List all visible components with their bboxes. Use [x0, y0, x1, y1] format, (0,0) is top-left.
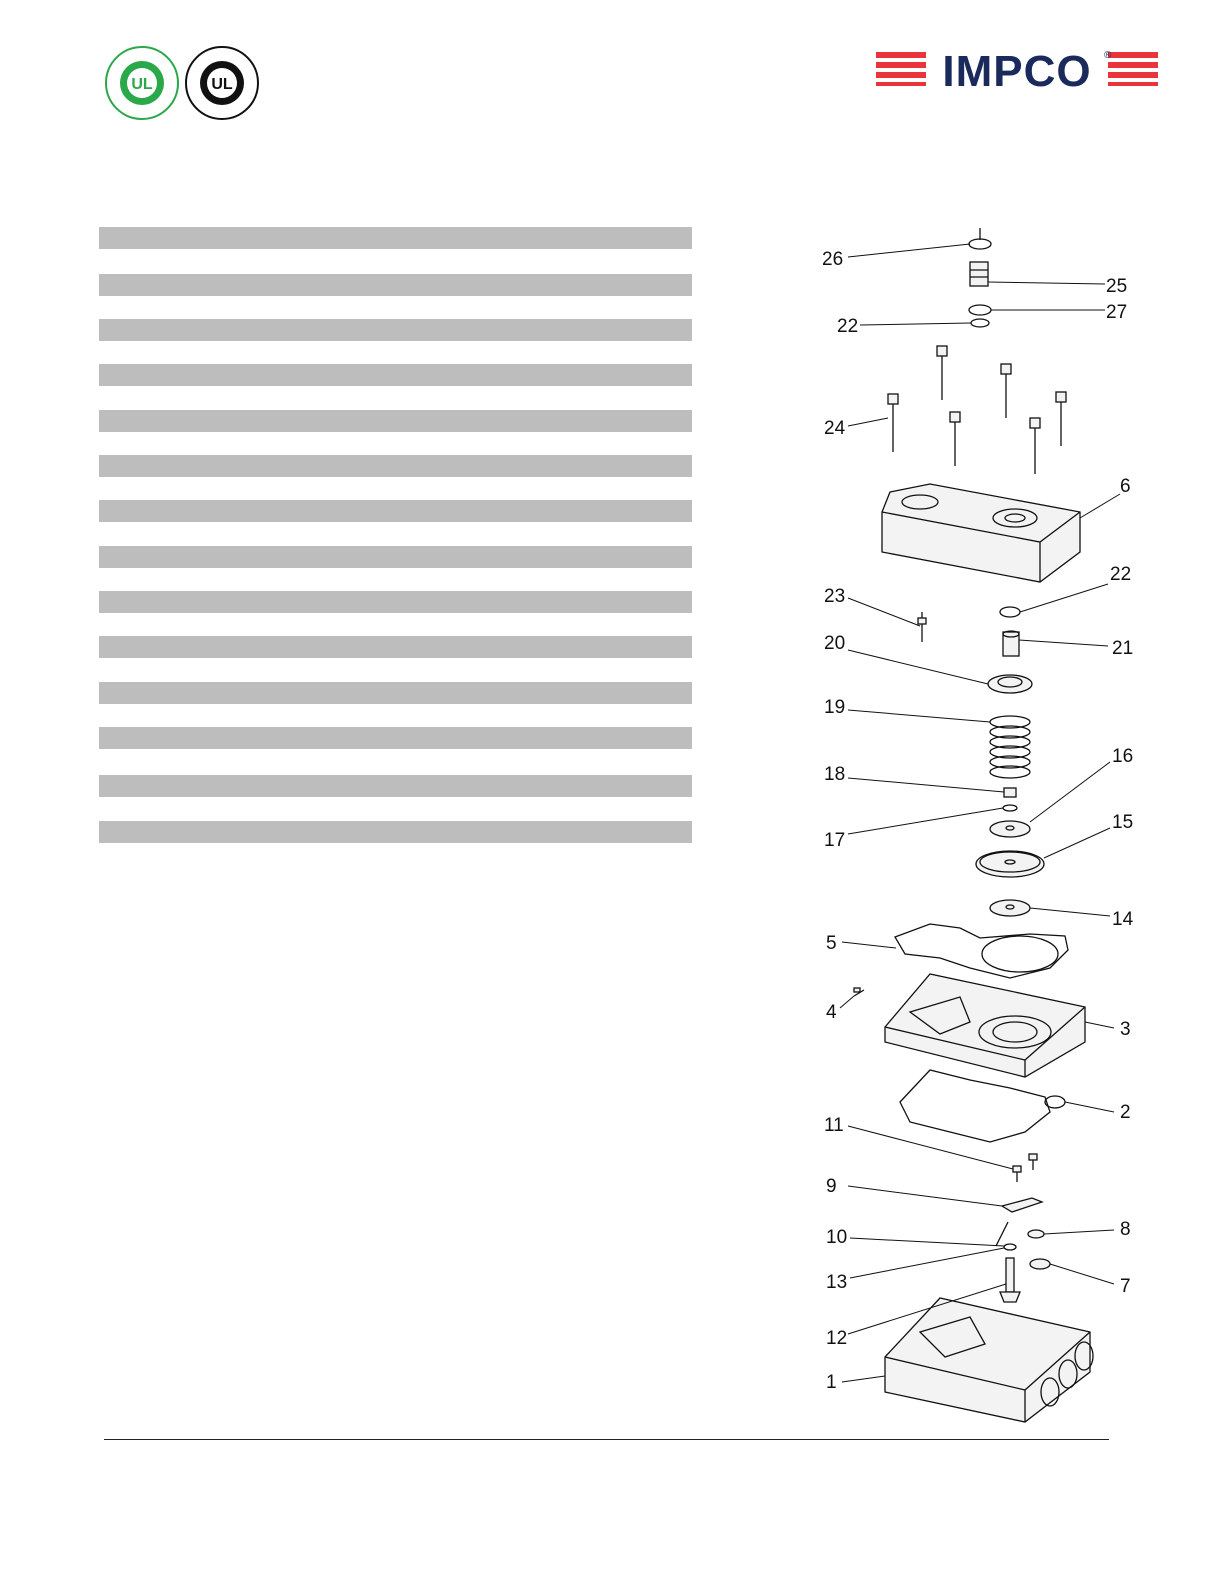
table-row — [99, 364, 692, 386]
table-row — [99, 319, 692, 341]
table-row — [99, 274, 692, 296]
footer-divider — [104, 1439, 1109, 1440]
svg-text:IMPCO: IMPCO — [942, 47, 1092, 90]
part-14-plate — [990, 900, 1030, 916]
callout-label: 10 — [826, 1227, 848, 1248]
part-6-cover — [882, 484, 1080, 582]
part-26-clip — [969, 228, 991, 249]
callout-label: 13 — [826, 1272, 848, 1293]
part-19-spring — [990, 716, 1030, 778]
part-3-plate — [885, 974, 1085, 1077]
callout-label: 9 — [826, 1176, 837, 1197]
part-18-nut — [1004, 788, 1016, 797]
part-21-fitting — [1003, 631, 1019, 656]
part-27-o-ring — [969, 305, 991, 315]
callout-label: 4 — [826, 1002, 837, 1023]
callout-label: 23 — [824, 586, 846, 607]
callout-label: 21 — [1112, 638, 1134, 659]
table-row — [99, 546, 692, 568]
svg-text:®: ® — [1104, 50, 1112, 61]
part-1-body — [885, 1298, 1093, 1422]
callout-label: 20 — [824, 633, 846, 654]
part-4-pin — [854, 988, 864, 996]
callout-label: 6 — [1120, 476, 1131, 497]
table-row — [99, 682, 692, 704]
part-13-washer — [1004, 1244, 1016, 1250]
part-24-screws — [888, 346, 1066, 474]
callout-label: 1 — [826, 1372, 837, 1393]
part-2-gasket — [900, 1070, 1065, 1142]
part-15-diaphragm — [976, 851, 1044, 877]
part-12-stem — [1000, 1258, 1020, 1302]
part-23-pin — [918, 612, 926, 642]
part-17-washer — [1003, 805, 1017, 811]
exploded-parts-diagram — [810, 222, 1150, 1434]
callout-label: 18 — [824, 764, 846, 785]
part-7-seat — [1030, 1259, 1050, 1269]
callout-label: 17 — [824, 830, 846, 851]
table-row — [99, 410, 692, 432]
callout-label: 22 — [837, 316, 859, 337]
callout-label: 3 — [1120, 1019, 1131, 1040]
callout-label: 22 — [1110, 564, 1132, 585]
callout-label: 15 — [1112, 812, 1134, 833]
callout-label: 26 — [822, 249, 844, 270]
callout-label: 19 — [824, 697, 846, 718]
part-20-retainer — [988, 675, 1032, 693]
table-row — [99, 821, 692, 843]
callout-label: 7 — [1120, 1276, 1131, 1297]
part-16-plate — [990, 821, 1030, 837]
table-row — [99, 455, 692, 477]
callout-label: 25 — [1106, 276, 1128, 297]
part-8-cap — [1028, 1230, 1044, 1238]
callout-label: 27 — [1106, 302, 1128, 323]
callout-label: 5 — [826, 933, 837, 954]
part-11-screws — [1013, 1154, 1037, 1182]
table-row — [99, 636, 692, 658]
table-row — [99, 591, 692, 613]
parts-table — [99, 227, 692, 847]
part-5-gasket — [895, 924, 1068, 978]
ul-iso14001-seal — [106, 47, 178, 119]
part-9-bracket — [1002, 1198, 1042, 1212]
callout-label: 14 — [1112, 909, 1134, 930]
svg-text:UL: UL — [131, 76, 153, 93]
callout-label: 2 — [1120, 1102, 1131, 1123]
ul-certification-logos — [104, 44, 264, 122]
table-row — [99, 500, 692, 522]
callout-label: 8 — [1120, 1219, 1131, 1240]
impco-brand-logo — [874, 44, 1160, 90]
callout-label: 24 — [824, 418, 846, 439]
callout-label: 11 — [824, 1115, 844, 1136]
table-row — [99, 227, 692, 249]
table-row — [99, 727, 692, 749]
part-22-o-ring — [971, 319, 989, 327]
svg-text:UL: UL — [211, 76, 233, 93]
callout-label: 12 — [826, 1328, 848, 1349]
part-22-o-ring-lower — [1000, 607, 1020, 617]
part-25-valve — [970, 262, 988, 286]
callout-label: 16 — [1112, 746, 1134, 767]
part-10-rod — [996, 1222, 1008, 1246]
ul-iso9001-seal — [186, 47, 258, 119]
table-row — [99, 775, 692, 797]
leader-lines — [840, 244, 1120, 1382]
callout-labels — [822, 249, 1134, 1393]
